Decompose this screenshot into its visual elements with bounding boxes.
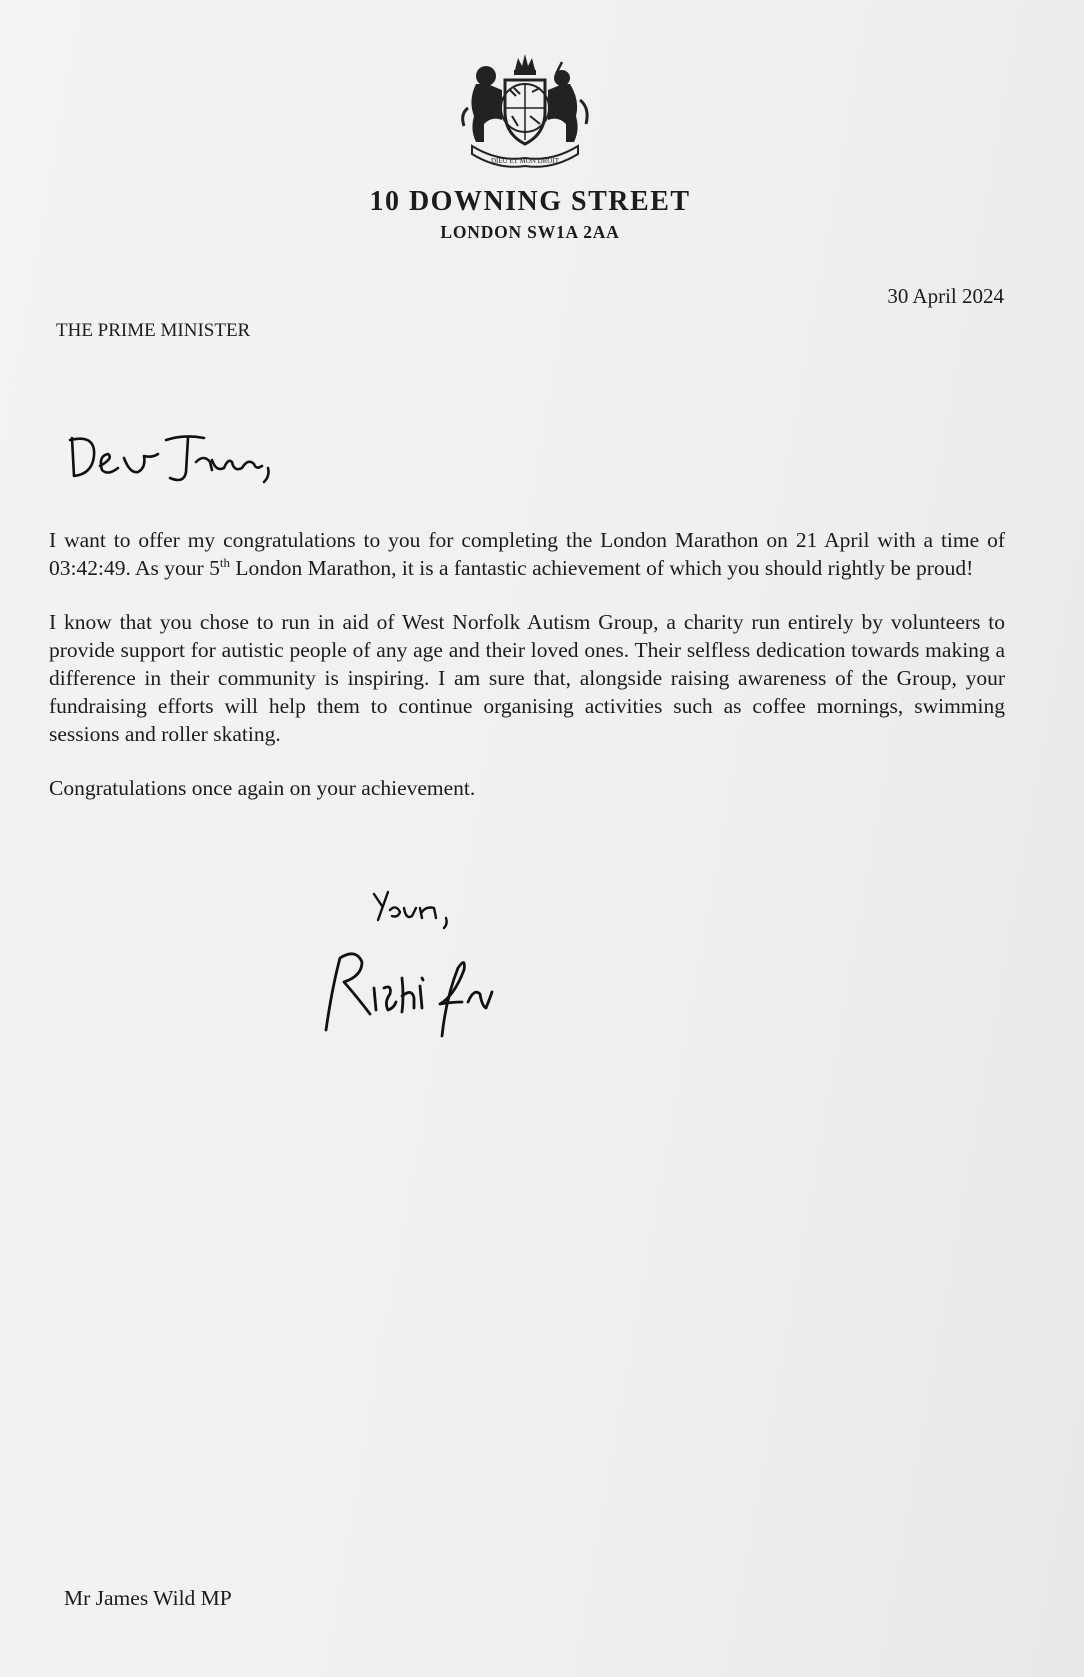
sender-office: THE PRIME MINISTER [56, 320, 251, 341]
ordinal-suffix: th [219, 554, 230, 570]
letter-date: 30 April 2024 [887, 284, 1004, 308]
letterhead-postcode: LONDON SW1A 2AA [440, 222, 620, 242]
handwritten-signature-icon [322, 948, 502, 1038]
paragraph-1-text-end: London Marathon, it is a fantastic achievement of which you should rightly be proud! [229, 556, 974, 580]
handwritten-closing [372, 888, 462, 928]
letterhead-address: 10 DOWNING STREET [369, 186, 691, 217]
svg-text:DIEU ET MON DROIT: DIEU ET MON DROIT [490, 157, 560, 165]
body-paragraph-2: I know that you chose to run in aid of West Norfolk Autism Group, a charity run entirely by volunteers to provide support for autistic people of any age and their loved ones. Their selfless dedication towards making a difference in their community is inspiring. I am sure that, alongside raising awareness of the Group, your fundraising efforts will help them to continue organising activities such as coffee mornings, swimming sessions and roller skating. [49, 610, 1005, 746]
royal-coat-of-arms-icon [458, 50, 592, 168]
handwritten-salutation [66, 428, 296, 498]
paragraph-1-text: I want to offer my congratulations to you for completing the London Marathon on 21 April with a time of 03:42:49. As your 5 [49, 528, 1005, 580]
letter-body [49, 526, 1005, 828]
recipient-name: Mr James Wild MP [64, 1586, 232, 1610]
body-paragraph-3: Congratulations once again on your achievement. [49, 776, 476, 800]
body-paragraph-1 [49, 526, 1005, 582]
